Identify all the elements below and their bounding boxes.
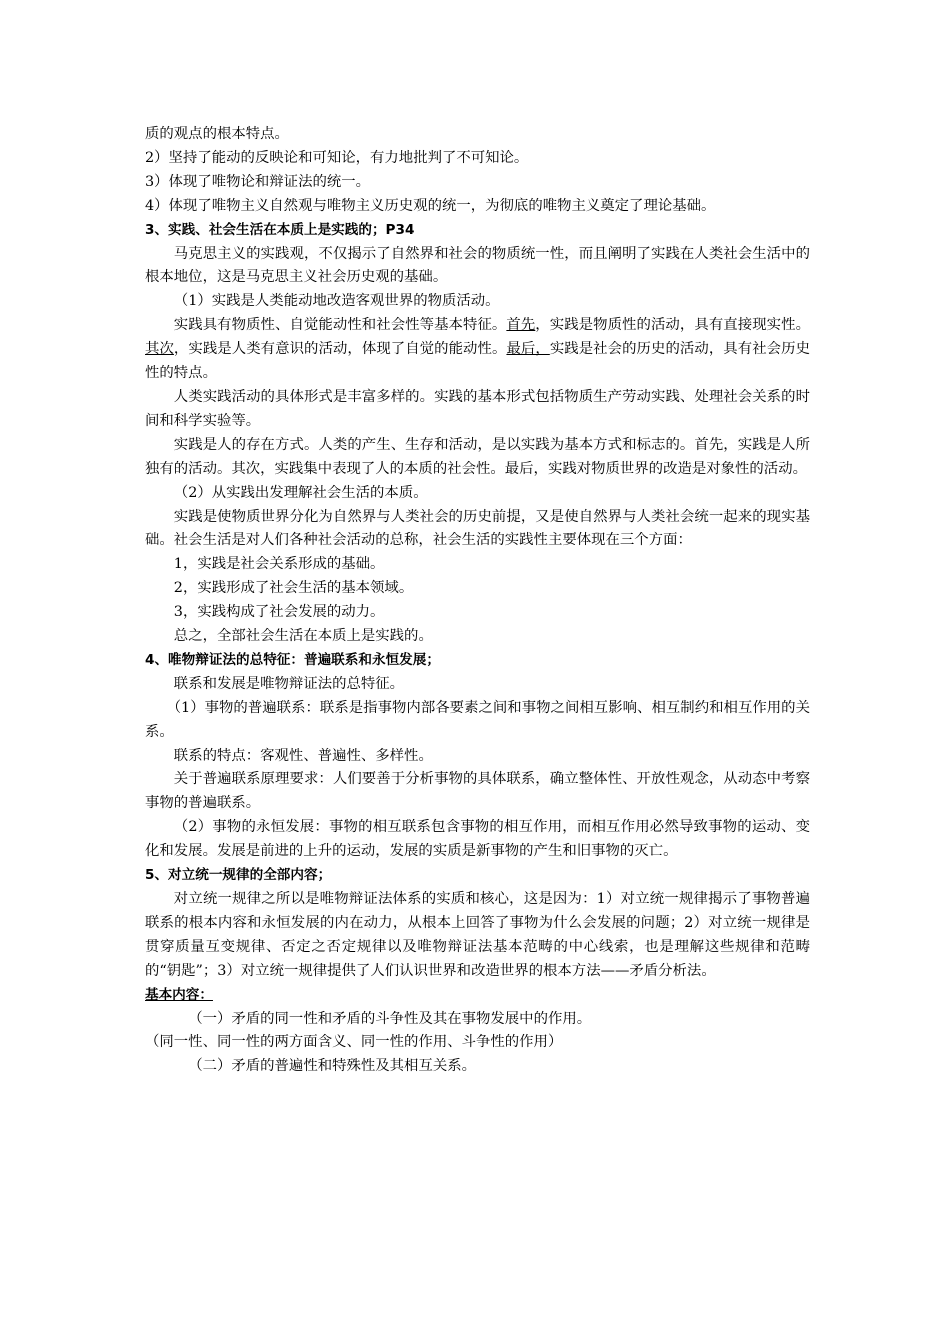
list-item: 2，实践形成了社会生活的基本领域。 xyxy=(173,580,414,597)
document-page xyxy=(145,123,810,1079)
paragraph: 实践是人的存在方式。人类的产生、生存和活动，是以实践为基本方式和标志的。首先，实践是人所独有的活动。其次，实践集中表现了人的本质的社会性。最后，实践对物质世界的改造是对象性的活动。 xyxy=(145,436,810,477)
paragraph: 质的观点的根本特点。 xyxy=(145,126,289,142)
paragraph: （二）矛盾的普遍性和特殊性及其相互关系。 xyxy=(188,1058,477,1075)
paragraph: （1）实践是人类能动地改造客观世界的物质活动。 xyxy=(173,293,500,310)
paragraph: 联系和发展是唯物辩证法的总特征。 xyxy=(173,675,405,692)
section-heading-4: 4、唯物辩证法的总特征：普遍联系和永恒发展； xyxy=(145,651,440,668)
paragraph: （1）事物的普遍联系：联系是指事物内部各要素之间和事物之间相互影响、相互制约和相互作用的关系。 xyxy=(145,699,810,740)
text-run: 实践具有物质性、自觉能动性和社会性等基本特征。 xyxy=(173,317,507,334)
list-item: 1，实践是社会关系形成的基础。 xyxy=(173,556,385,573)
subheading-basic-content: 基本内容： xyxy=(145,986,213,1003)
section-heading-5: 5、对立统一规律的全部内容； xyxy=(145,867,332,884)
paragraph: 马克思主义的实践观，不仅揭示了自然界和社会的物质统一性，而且阐明了实践在人类社会生活中的根本地位，这是马克思主义社会历史观的基础。 xyxy=(145,245,810,286)
paragraph: （同一性、同一性的两方面含义、同一性的作用、斗争性的作用） xyxy=(145,1034,563,1051)
paragraph: （2）事物的永恒发展：事物的相互联系包含事物的相互作用，而相互作用必然导致事物的运动、变化和发展。发展是前进的上升的运动，发展的实质是新事物的产生和旧事物的灭亡。 xyxy=(145,819,810,860)
paragraph: 对立统一规律之所以是唯物辩证法体系的实质和核心，这是因为：1）对立统一规律揭示了事物普遍联系的根本内容和永恒发展的内在动力，从根本上回答了事物为什么会发展的问题；2）对立统一规律是贯穿质量互变规律、否定之否定规律以及唯物辩证法基本范畴的中心线索，也是理解这些规律和范畴的“钥匙”；3）对立统一规律提供了人们认识世界和改造世界的根本方法——矛盾分析法。 xyxy=(145,891,810,979)
paragraph: （2）从实践出发理解社会生活的本质。 xyxy=(173,484,428,501)
underlined-text: 最后， xyxy=(506,341,550,358)
text-run: 实践是社会的历史的活动，具有社会历史性的特点。 xyxy=(145,341,810,382)
underlined-text: 其次 xyxy=(145,341,174,358)
section-heading-3: 3、实践、社会生活在本质上是实践的；P34 xyxy=(145,221,415,238)
paragraph: 总之，全部社会生活在本质上是实践的。 xyxy=(173,628,433,645)
list-item: 3，实践构成了社会发展的动力。 xyxy=(173,604,385,621)
paragraph: 关于普遍联系原理要求：人们要善于分析事物的具体联系，确立整体性、开放性观念，从动态中考察事物的普遍联系。 xyxy=(145,771,810,812)
paragraph: （一）矛盾的同一性和矛盾的斗争性及其在事物发展中的作用。 xyxy=(188,1010,592,1027)
underlined-text: 首先 xyxy=(506,317,536,334)
paragraph: 人类实践活动的具体形式是丰富多样的。实践的基本形式包括物质生产劳动实践、处理社会关系的时间和科学实验等。 xyxy=(145,388,810,429)
paragraph: 4）体现了唯物主义自然观与唯物主义历史观的统一，为彻底的唯物主义奠定了理论基础。 xyxy=(145,197,716,214)
paragraph: 实践是使物质世界分化为自然界与人类社会的历史前提，又是使自然界与人类社会统一起来的现实基础。社会生活是对人们各种社会活动的总称，社会生活的实践性主要体现在三个方面： xyxy=(145,508,810,549)
paragraph-practice-features xyxy=(145,314,810,386)
paragraph: 3）体现了唯物论和辩证法的统一。 xyxy=(145,173,371,190)
paragraph: 联系的特点：客观性、普遍性、多样性。 xyxy=(173,747,433,764)
text-run: ，实践是人类有意识的活动，体现了自觉的能动性。 xyxy=(173,341,507,358)
text-run: ，实践是物质性的活动，具有直接现实性。 xyxy=(535,317,810,334)
paragraph: 2）坚持了能动的反映论和可知论，有力地批判了不可知论。 xyxy=(145,149,529,166)
